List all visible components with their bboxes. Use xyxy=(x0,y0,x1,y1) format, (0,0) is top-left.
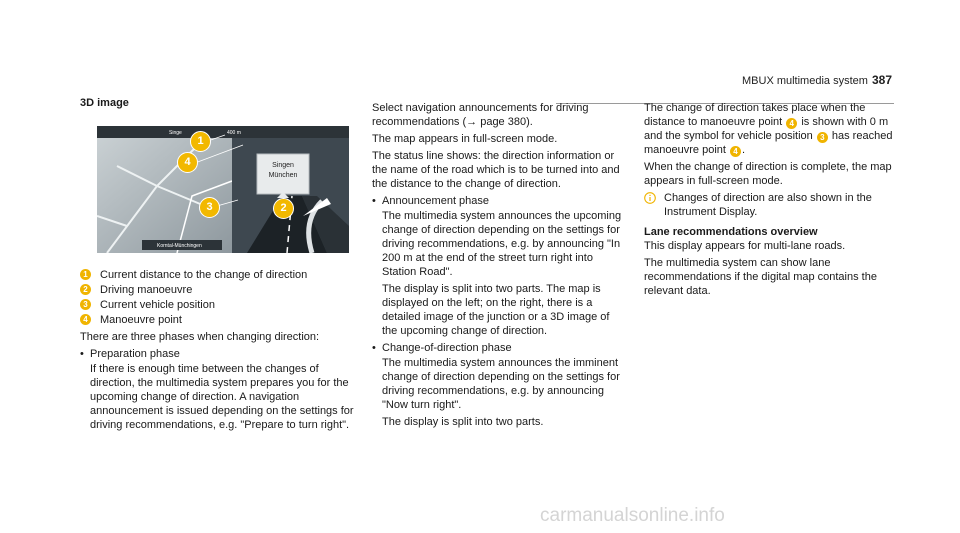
col2-p2: The map appears in full-screen mode. xyxy=(372,133,558,145)
watermark: carmanualsonline.info xyxy=(540,505,725,526)
section-title: 3D image xyxy=(80,97,129,109)
lane-p2: The multimedia system can show lane recommendations if the digital map contains the relevant data. xyxy=(644,257,877,297)
phases-intro: There are three phases when changing direction: xyxy=(80,331,320,343)
legend-badge: 1 xyxy=(80,269,91,280)
navigation-3d-image xyxy=(97,126,349,253)
legend-text: Current vehicle position xyxy=(100,299,215,311)
legend-badge: 4 xyxy=(80,314,91,325)
bullet-change-of-direction: • Change-of-direction phase xyxy=(372,341,627,355)
fig-sign-line2: München xyxy=(268,172,298,179)
legend-text: Manoeuvre point xyxy=(100,314,182,326)
running-header-title: MBUX multimedia system xyxy=(742,75,868,87)
page-number: 387 xyxy=(872,73,893,87)
ref-badge-3: 3 xyxy=(817,132,828,143)
fig-callout-3: 3 xyxy=(199,197,220,218)
col2-p3: The status line shows: the direction information or the name of the road which is to be turned into and the distance to the change of direction. xyxy=(372,150,620,190)
announcement-text-1: The multimedia system announces the upcoming change of direction depending on the settings for driving recommendations, e.g. by announcing "In 200 m at the end of the street turn right into Station Road". xyxy=(382,210,622,278)
fig-callout-2: 2 xyxy=(273,198,294,219)
change-text-2: The display is split into two parts. xyxy=(382,416,544,428)
fig-distance-text: 400 m xyxy=(227,130,241,136)
lane-recommendations-title: Lane recommendations overview xyxy=(644,226,818,238)
info-note xyxy=(644,191,906,219)
info-text: Changes of direction are also shown in the Instrument Display. xyxy=(664,192,872,218)
announcement-text-2: The display is split into two parts. The map is displayed on the left; on the right, there is a detailed image of the junction or a 3D image of the upcoming change of direction. xyxy=(382,283,610,337)
fig-sign-line1: Singen xyxy=(272,162,294,169)
legend-item xyxy=(80,283,360,297)
navigation-3d-illustration xyxy=(97,126,349,253)
ref-badge-4: 4 xyxy=(786,118,797,129)
bullet-announcement: • Announcement phase xyxy=(372,194,627,208)
column-1 xyxy=(80,96,352,128)
legend-item xyxy=(80,268,360,282)
legend-item xyxy=(80,313,360,327)
preparation-text: If there is enough time between the changes of direction, the multimedia system prepares you for the upcoming change of direction. A navigation announcement is issued depending on the settings for driving recommendations, e.g. "Prepare to turn right". xyxy=(90,363,354,431)
info-icon xyxy=(644,192,656,204)
change-text-1: The multimedia system announces the imminent change of direction depending on the settings for driving recommendations, e.g. by announcing "Now turn right". xyxy=(382,357,620,411)
fig-bottom-label: Korntal-Münchingen xyxy=(157,243,202,249)
legend-item xyxy=(80,298,360,312)
bullet-preparation: • Preparation phase xyxy=(80,347,360,361)
col3-p2: When the change of direction is complete, the map appears in full-screen mode. xyxy=(644,161,892,187)
fig-callout-4: 4 xyxy=(177,152,198,173)
legend-text: Driving manoeuvre xyxy=(100,284,193,296)
fig-top-text: Singe xyxy=(169,130,182,136)
column-3 xyxy=(644,101,906,301)
legend-text: Current distance to the change of direction xyxy=(100,269,308,281)
col3-p1 xyxy=(644,101,906,157)
col3-p1-b: is shown with 0 m and the symbol for vehicle position xyxy=(644,116,889,142)
lane-p1: This display appears for multi-lane roads. xyxy=(644,240,846,252)
col3-p1-a: The change of direction takes place when the distance to manoeuvre point xyxy=(644,102,866,128)
legend-badge: 2 xyxy=(80,284,91,295)
legend-badge: 3 xyxy=(80,299,91,310)
col3-p1-c: has reached manoeuvre point xyxy=(644,130,893,156)
column-1-text xyxy=(80,268,360,435)
column-2 xyxy=(372,101,627,432)
col2-p1: Select navigation announcements for driving recommendations (→ page 380). xyxy=(372,102,589,128)
ref-badge-4b: 4 xyxy=(730,146,741,157)
col3-p1-d: . xyxy=(742,144,746,156)
fig-callout-1: 1 xyxy=(190,131,211,152)
